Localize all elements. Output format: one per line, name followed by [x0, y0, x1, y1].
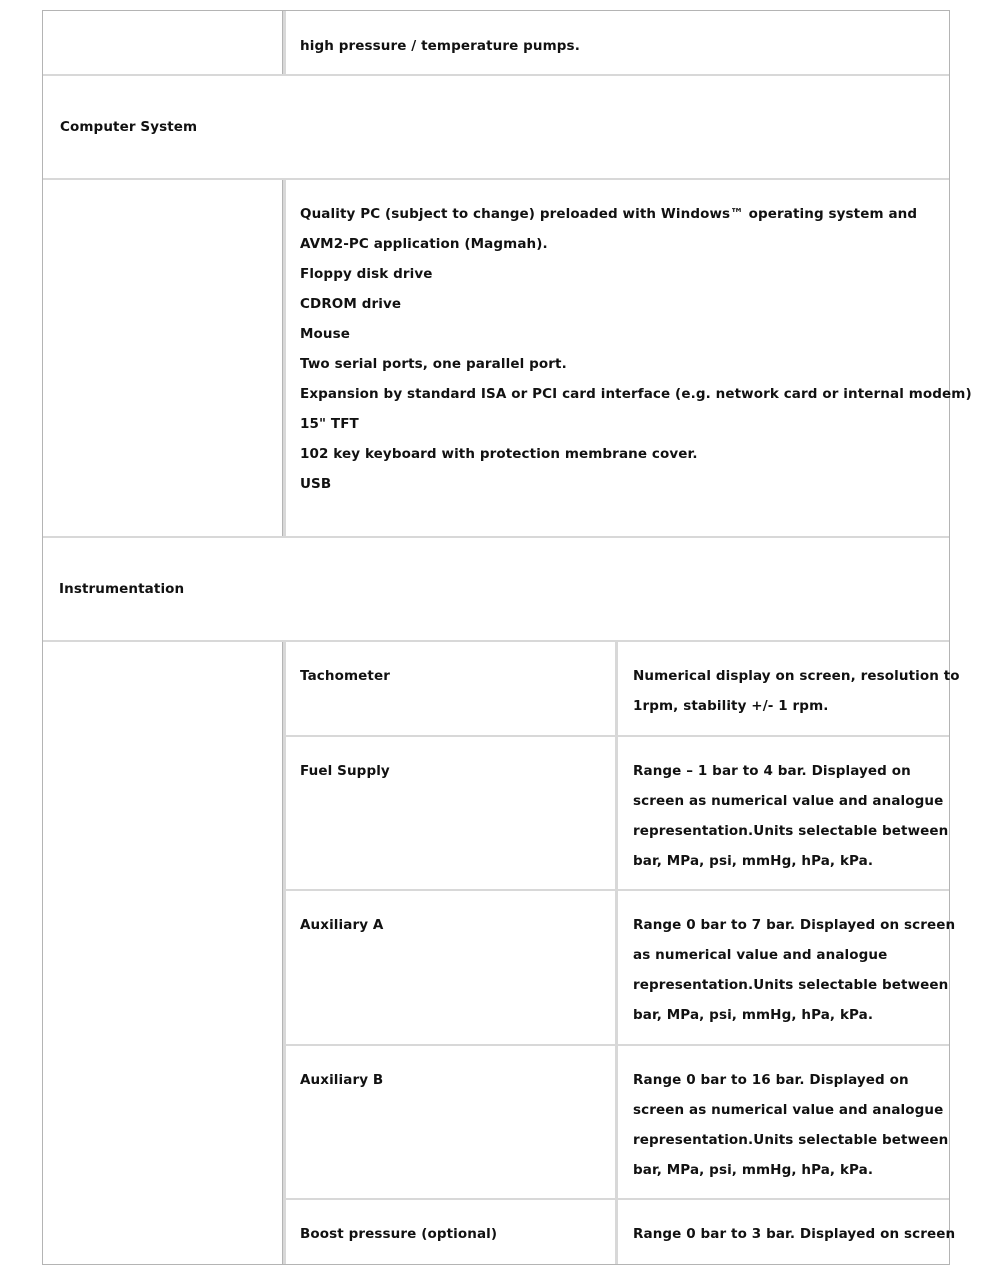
instrument-name: Auxiliary B	[300, 1072, 384, 1088]
spec-line: USB	[300, 476, 332, 492]
spec-line: Range – 1 bar to 4 bar. Displayed on	[633, 763, 911, 779]
computer-system-list	[300, 199, 972, 499]
spec-line: 1rpm, stability +/- 1 rpm.	[633, 698, 829, 714]
spec-line: 15" TFT	[300, 416, 359, 432]
instrument-spec	[633, 910, 955, 1030]
spec-line: bar, MPa, psi, mmHg, hPa, kPa.	[633, 1007, 874, 1023]
blank-label-cell	[42, 179, 283, 537]
instrument-spec	[633, 1219, 955, 1249]
instrument-name: Boost pressure (optional)	[300, 1226, 498, 1242]
spec-line: bar, MPa, psi, mmHg, hPa, kPa.	[633, 1162, 874, 1178]
instrument-name: Fuel Supply	[300, 763, 390, 779]
instrument-spec	[633, 661, 960, 721]
spec-line: Two serial ports, one parallel port.	[300, 356, 567, 372]
spec-line: Range 0 bar to 3 bar. Displayed on screen	[633, 1226, 956, 1242]
spec-line: screen as numerical value and analogue	[633, 793, 944, 809]
instrument-spec	[633, 1065, 948, 1185]
row-divider	[284, 735, 949, 737]
column-divider	[283, 11, 286, 74]
spec-line: screen as numerical value and analogue	[633, 1102, 944, 1118]
spec-line: Expansion by standard ISA or PCI card interface (e.g. network card or internal modem)	[300, 386, 972, 402]
row-divider	[43, 640, 949, 642]
blank-label-cell	[42, 10, 283, 75]
spec-line: Floppy disk drive	[300, 266, 433, 282]
computer-system-heading: Computer System	[60, 119, 198, 135]
blank-label-cell	[42, 641, 283, 1265]
row-divider	[284, 889, 949, 891]
row-divider	[43, 536, 949, 538]
row-divider	[284, 1044, 949, 1046]
spec-line: Numerical display on screen, resolution to	[633, 668, 960, 684]
row-divider	[43, 178, 949, 180]
spec-line: representation.Units selectable between	[633, 1132, 949, 1148]
continuation-text: high pressure / temperature pumps.	[300, 38, 580, 54]
spec-line: as numerical value and analogue	[633, 947, 888, 963]
instrumentation-heading: Instrumentation	[59, 581, 185, 597]
spec-line: representation.Units selectable between	[633, 977, 949, 993]
spec-line: Range 0 bar to 16 bar. Displayed on	[633, 1072, 909, 1088]
spec-line: AVM2-PC application (Magmah).	[300, 236, 548, 252]
row-divider	[284, 1198, 949, 1200]
spec-line: CDROM drive	[300, 296, 402, 312]
instrument-name: Auxiliary A	[300, 917, 384, 933]
spec-line: Mouse	[300, 326, 351, 342]
instrument-name: Tachometer	[300, 668, 390, 684]
column-divider	[283, 180, 286, 536]
spec-line: Quality PC (subject to change) preloaded with Windows™ operating system and	[300, 206, 918, 222]
instrument-spec	[633, 756, 948, 876]
spec-line: bar, MPa, psi, mmHg, hPa, kPa.	[633, 853, 874, 869]
spec-line: 102 key keyboard with protection membrane cover.	[300, 446, 698, 462]
spec-line: representation.Units selectable between	[633, 823, 949, 839]
spec-line: Range 0 bar to 7 bar. Displayed on screen	[633, 917, 956, 933]
row-divider	[43, 74, 949, 76]
